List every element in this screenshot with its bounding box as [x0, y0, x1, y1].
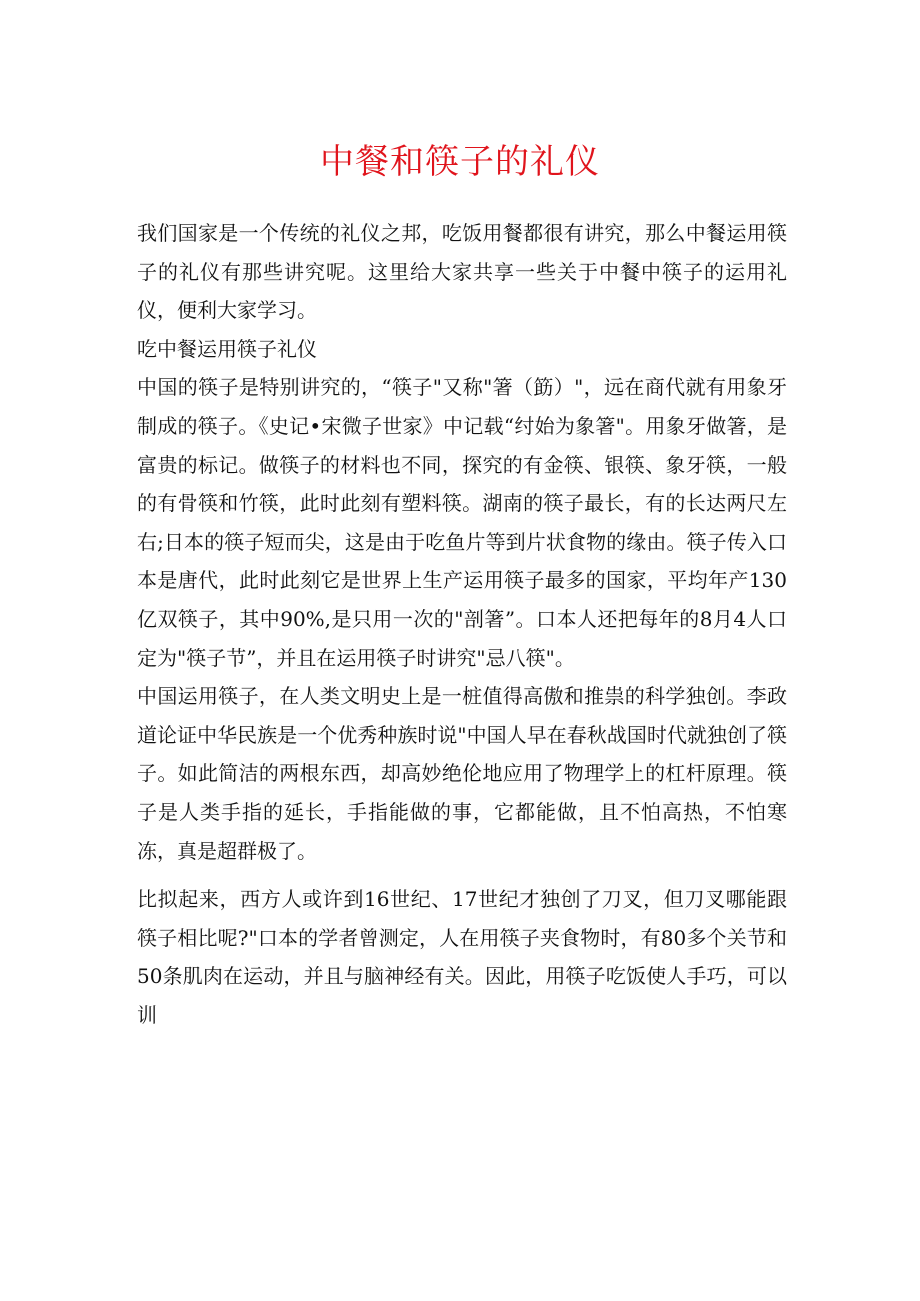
paragraph-invention: 中国运用筷子，在人类文明史上是一桩值得高傲和推祟的科学独创。李政道论证中华民族是一个优秀种族时说"中国人早在春秋战国时代就独创了筷子。如此简洁的两根东西，却高妙绝伦地应用了物理学上的杠杆原理。筷子是人类手指的延长，手指能做的事，它都能做，且不怕高热，不怕寒冻，真是超群极了。	[137, 684, 787, 863]
document-body	[137, 214, 787, 1034]
paragraph-comparison: 比拟起来，西方人或许到16世纪、17世纪才独创了刀叉，但刀叉哪能跟筷子相比呢?"口本的学者曾测定，人在用筷子夹食物时，有80多个关节和50条肌肉在运动，并且与脑神经有关。因此，用筷子吃饭使人手巧，可以训	[137, 887, 787, 1027]
document-title: 中餐和筷子的礼仪	[320, 142, 600, 182]
paragraph-history: 中国的筷子是特别讲究的，“筷子"又称"箸（筯）"，远在商代就有用象牙制成的筷子。《史记•宋微子世家》中记载“纣始为象箸"。用象牙做箸，是富贵的标记。做筷子的材料也不同，探究的有金筷、银筷、象牙筷，一般的有骨筷和竹筷，此时此刻有塑料筷。湖南的筷子最长，有的长达两尺左右;日本的筷子短而尖，这是由于吃鱼片等到片状食物的缘由。筷子传入口本是唐代，此时此刻它是世界上生产运用筷子最多的国家，平均年产130亿双筷子，其中90%,是只用一次的"剖箸”。口本人还把每年的8月4人口定为"筷子节”，并且在运用筷子时讲究"忌八筷"。	[137, 375, 787, 670]
paragraph-intro: 我们国家是一个传统的礼仪之邦，吃饭用餐都很有讲究，那么中餐运用筷子的礼仪有那些讲究呢。这里给大家共享一些关于中餐中筷子的运用礼仪，便利大家学习。	[137, 221, 787, 323]
section-heading: 吃中餐运用筷子礼仪	[137, 336, 317, 361]
